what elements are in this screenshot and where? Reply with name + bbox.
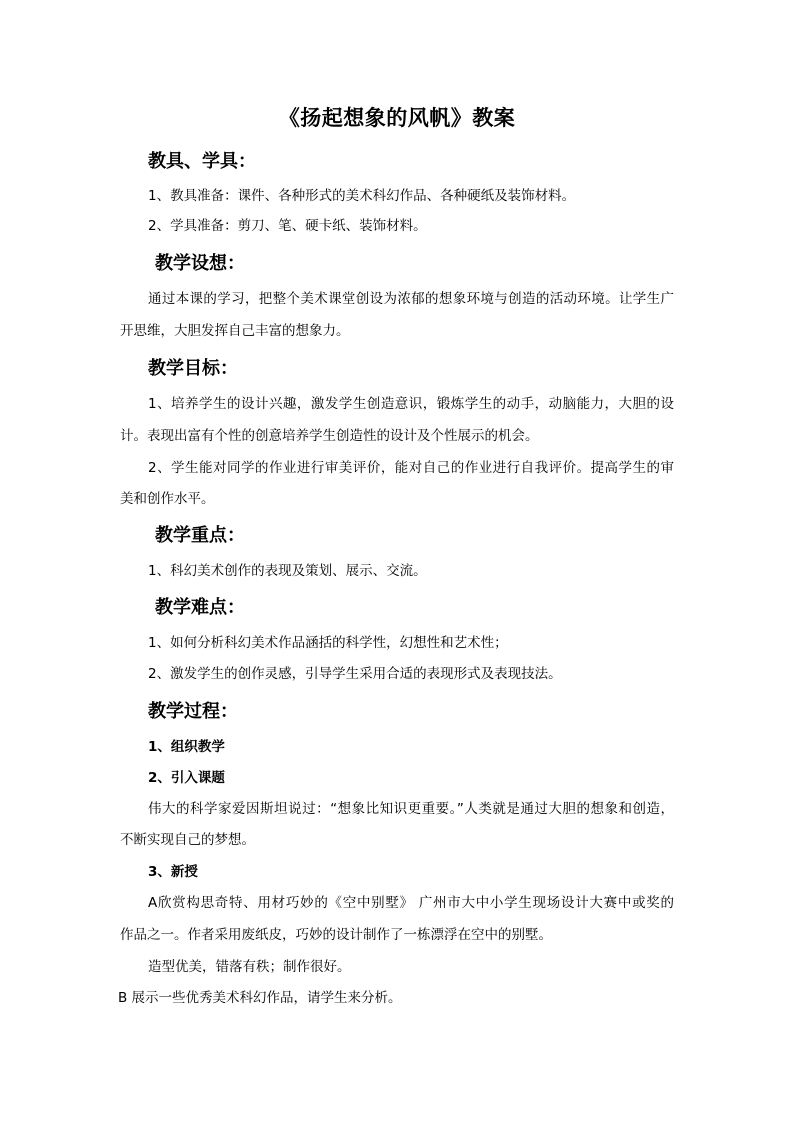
section-heading-difficulties: 教学难点： bbox=[155, 597, 245, 618]
section-heading-process: 教学过程： bbox=[148, 701, 238, 722]
section-heading-tools: 教具、学具： bbox=[148, 151, 256, 172]
goals-item-1-line-1: 1、培养学生的设计兴趣，激发学生创造意识，锻炼学生的动手，动脑能力，大胆的设 bbox=[148, 396, 674, 412]
process-step-3-a-line-3: 造型优美，错落有秩；制作很好。 bbox=[148, 959, 351, 975]
difficulties-item-2: 2、激发学生的创作灵感，引导学生采用合适的表现形式及表现技法。 bbox=[148, 666, 562, 682]
goals-item-1-line-2: 计。表现出富有个性的创意培养学生创造性的设计及个性展示的机会。 bbox=[120, 428, 539, 444]
process-step-3-b: B 展示一些优秀美术科幻作品，请学生来分析。 bbox=[118, 990, 402, 1006]
goals-item-2-line-2: 美和创作水平。 bbox=[120, 491, 215, 507]
process-step-3-a-line-1: A欣赏构思奇特、用材巧妙的《空中别墅》 广州市大中小学生现场设计大赛中或奖的 bbox=[148, 895, 674, 911]
process-step-3-a-line-2: 作品之一。作者采用废纸皮，巧妙的设计制作了一栋漂浮在空中的别墅。 bbox=[120, 927, 552, 943]
idea-paragraph-line-1: 通过本课的学习，把整个美术课堂创设为浓郁的想象环境与创造的活动环境。让学生广 bbox=[148, 291, 674, 307]
page-title: 《扬起想象的风帆》教案 bbox=[278, 106, 516, 130]
difficulties-item-1: 1、如何分析科幻美术作品涵括的科学性，幻想性和艺术性； bbox=[148, 635, 508, 651]
process-step-1: 1、组织教学 bbox=[148, 739, 225, 755]
process-step-2: 2、引入课题 bbox=[148, 770, 225, 786]
process-step-3: 3、新授 bbox=[148, 864, 198, 880]
section-heading-goals: 教学目标： bbox=[148, 358, 238, 379]
key-points-item-1: 1、科幻美术创作的表现及策划、展示、交流。 bbox=[148, 563, 427, 579]
process-step-2-line-2: 不断实现自己的梦想。 bbox=[120, 832, 255, 848]
goals-item-2-line-1: 2、学生能对同学的作业进行审美评价，能对自己的作业进行自我评价。提高学生的审 bbox=[148, 460, 674, 476]
tools-item-2: 2、学具准备：剪刀、笔、硬卡纸、装饰材料。 bbox=[148, 218, 427, 234]
section-heading-idea: 教学设想： bbox=[155, 253, 245, 274]
tools-item-1: 1、教具准备：课件、各种形式的美术科幻作品、各种硬纸及装饰材料。 bbox=[148, 188, 576, 204]
section-heading-key-points: 教学重点： bbox=[155, 525, 245, 546]
process-step-2-line-1: 伟大的科学家爱因斯坦说过：“想象比知识更重要。”人类就是通过大胆的想象和创造， bbox=[148, 801, 674, 817]
idea-paragraph-line-2: 开思维，大胆发挥自己丰富的想象力。 bbox=[120, 323, 350, 339]
